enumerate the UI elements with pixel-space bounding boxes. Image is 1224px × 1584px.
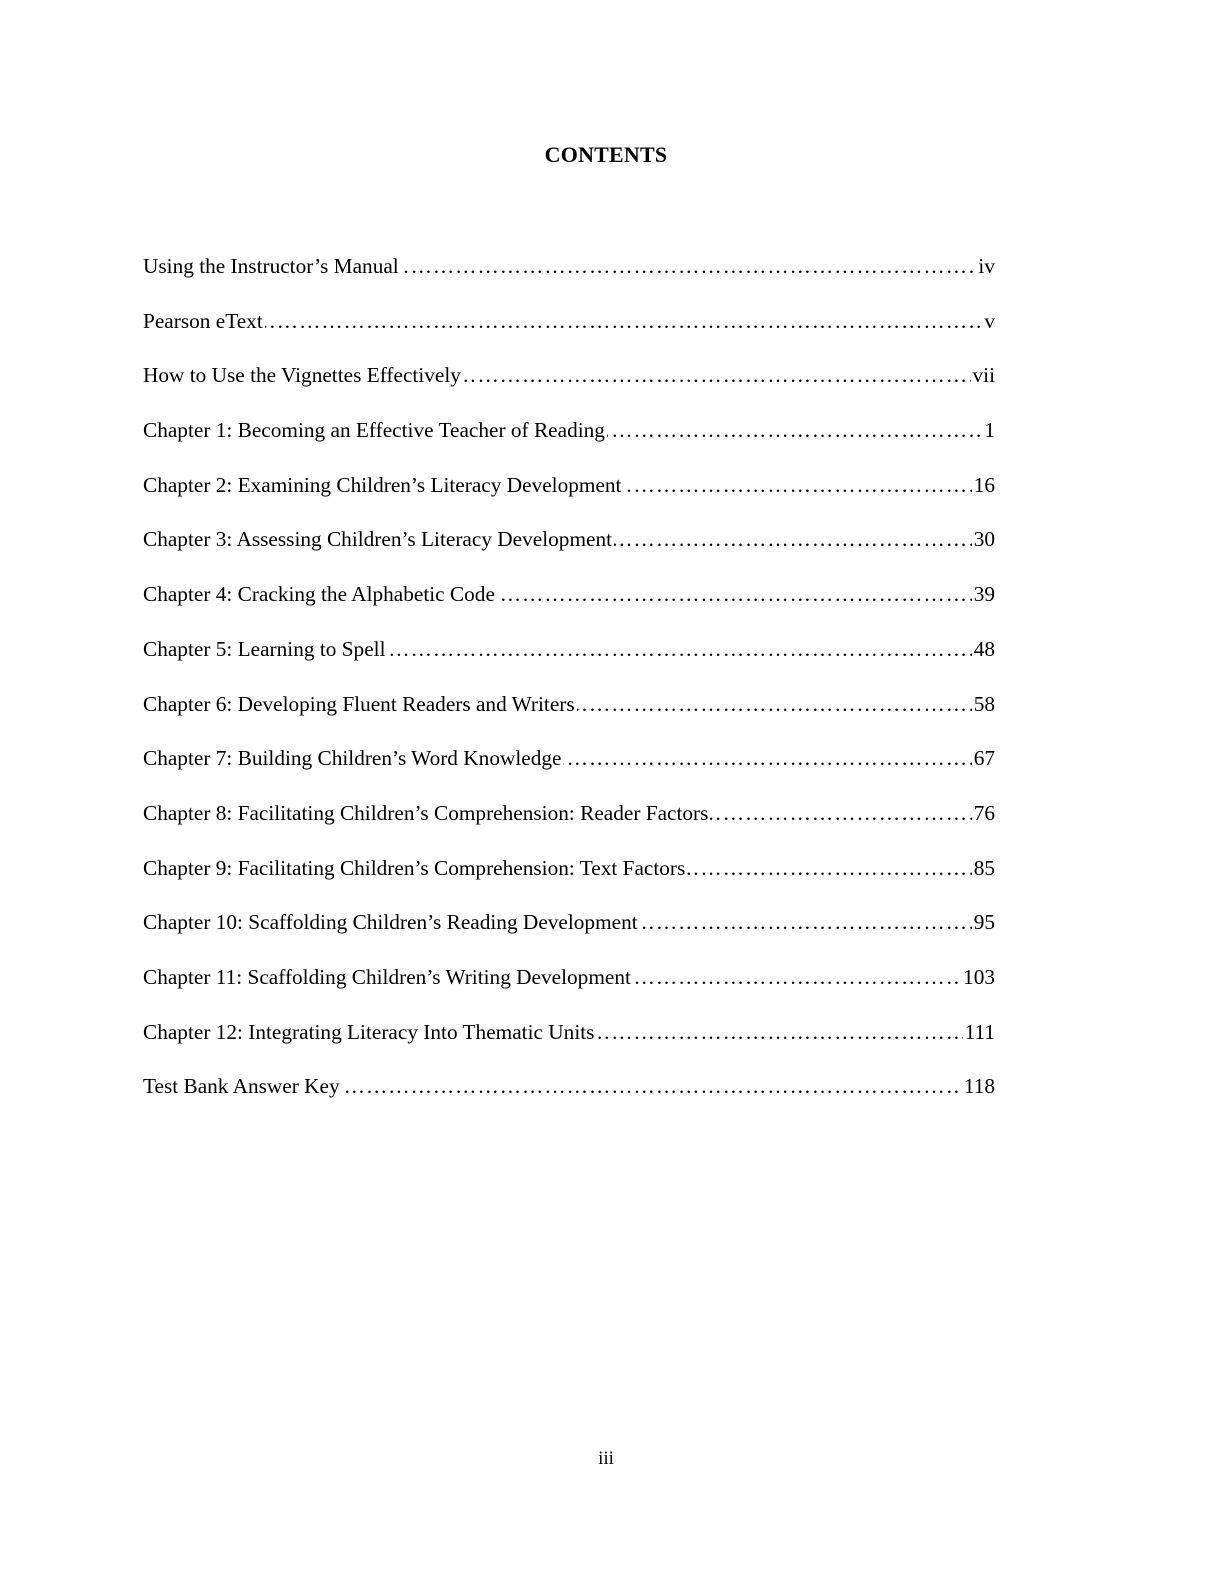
toc-entry[interactable] (143, 307, 995, 362)
toc-entry-page: 103 (963, 964, 995, 989)
toc-entry[interactable] (143, 471, 995, 526)
page-number: iii (598, 1448, 614, 1469)
toc-entry[interactable] (143, 744, 995, 799)
toc-entry-page: 16 (973, 472, 995, 497)
toc-entry-title: Chapter 8: Facilitating Children’s Comprehension: Reader Factors (143, 800, 709, 825)
toc-entry-page: 111 (964, 1019, 995, 1044)
toc-entry-page: 1 (984, 418, 995, 443)
toc-entry-title: Pearson eText (143, 308, 263, 333)
toc-entry-page: 85 (973, 855, 995, 880)
toc-entry-page: 76 (973, 800, 995, 825)
page-title: CONTENTS (544, 142, 668, 167)
toc-entry-title: Test Bank Answer Key (143, 1074, 340, 1099)
toc-entry[interactable] (143, 908, 995, 963)
toc-entry[interactable] (143, 416, 995, 471)
dot-leader (143, 307, 995, 335)
toc-entry-title: Chapter 4: Cracking the Alphabetic Code (143, 582, 495, 607)
toc-entry[interactable] (143, 963, 995, 1018)
toc-entry-title: Chapter 5: Learning to Spell (143, 636, 386, 661)
toc-entry-title: Chapter 11: Scaffolding Children’s Writing Development (143, 964, 631, 989)
toc-entry-title: Chapter 12: Integrating Literacy Into Thematic Units (143, 1019, 595, 1044)
toc-entry[interactable] (143, 690, 995, 745)
toc-entry-page: 58 (973, 691, 995, 716)
toc-entry[interactable] (143, 635, 995, 690)
toc-entry-title: Chapter 2: Examining Children’s Literacy Development (143, 472, 622, 497)
toc-entry[interactable] (143, 252, 995, 307)
toc-entry-page: vii (972, 363, 995, 388)
toc-entry-title: Chapter 9: Facilitating Children’s Comprehension: Text Factors (143, 855, 686, 880)
toc-entry-page: 95 (973, 910, 995, 935)
toc-entry-page: 48 (973, 636, 995, 661)
toc-entry-page: v (984, 308, 995, 333)
toc-entry-page: 30 (973, 527, 995, 552)
toc-entry-title: Chapter 10: Scaffolding Children’s Reading Development (143, 910, 638, 935)
toc-entry-page: 67 (973, 746, 995, 771)
toc-entry-title: Chapter 7: Building Children’s Word Knowledge (143, 746, 562, 771)
toc-entry-title: Chapter 6: Developing Fluent Readers and Writers (143, 691, 575, 716)
toc-entry[interactable] (143, 525, 995, 580)
toc-entry-title: How to Use the Vignettes Effectively (143, 363, 461, 388)
toc-entry[interactable] (143, 1018, 995, 1073)
toc-entry[interactable] (143, 580, 995, 635)
toc-entry-title: Chapter 3: Assessing Children’s Literacy Development (143, 527, 613, 552)
toc-entry-page: iv (978, 254, 995, 278)
toc-entry-page: 39 (973, 582, 995, 607)
toc-entry-page: 118 (963, 1074, 995, 1099)
toc-entry-title: Using the Instructor’s Manual (143, 254, 399, 278)
toc-entry-title: Chapter 1: Becoming an Effective Teacher of Reading (143, 418, 605, 443)
toc-entry[interactable] (143, 854, 995, 909)
toc-entry[interactable] (143, 799, 995, 854)
toc-entry[interactable] (143, 361, 995, 416)
toc-entry[interactable] (143, 1072, 995, 1127)
table-of-contents (143, 252, 995, 1127)
